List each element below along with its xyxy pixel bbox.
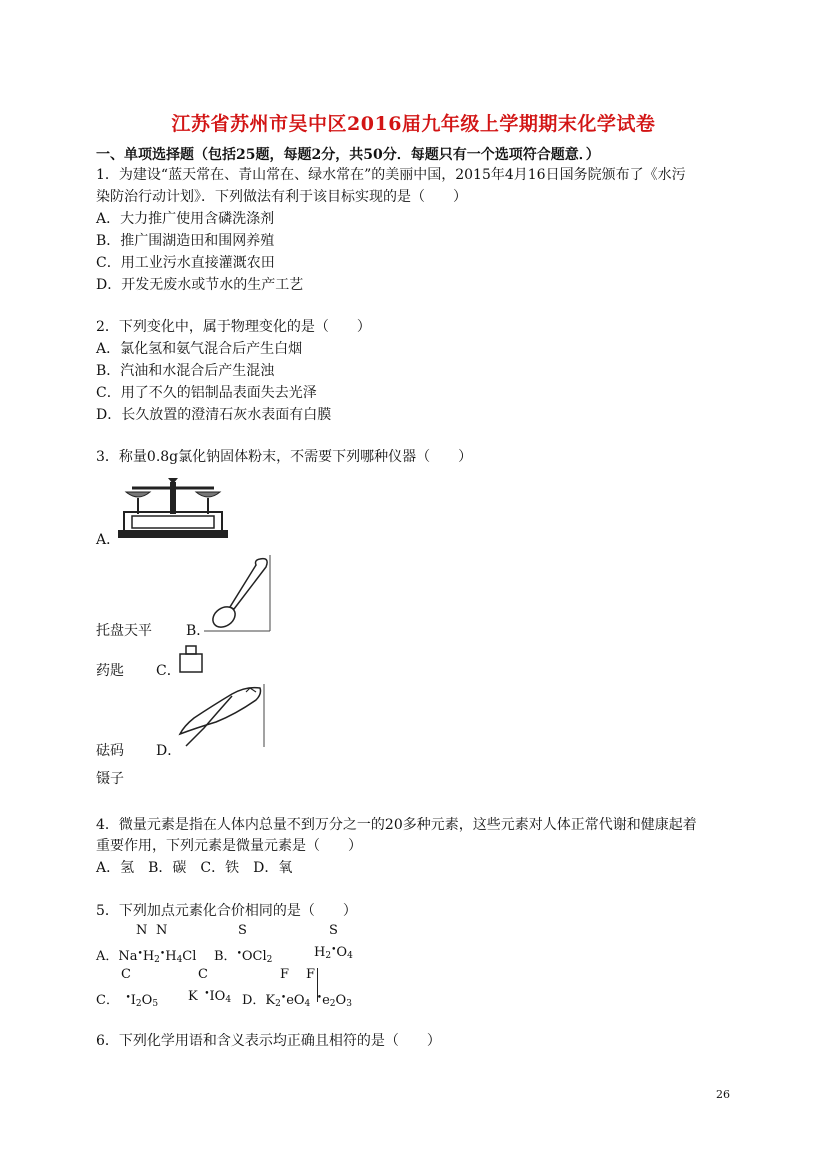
- option-b: B．推广围湖造田和围网养殖: [96, 233, 275, 249]
- option-a: A．: [96, 532, 121, 548]
- dotted-element-label: C: [198, 967, 208, 982]
- question-stem: 重要作用，下列元素是微量元素是（ ）: [96, 838, 362, 854]
- question-stem: 5．下列加点元素化合价相同的是（ ）: [96, 903, 357, 919]
- option-d-label: 镊子: [96, 771, 124, 787]
- option-c: C．: [156, 663, 181, 679]
- option-d: D．: [156, 743, 182, 759]
- option-d: D．$K_2^•eO_4$ $^•e_2O_3$: [242, 993, 352, 1009]
- option-d: D．开发无废水或节水的生产工艺: [96, 277, 304, 293]
- option-c-label: 砝码: [96, 743, 124, 759]
- dotted-element-label: C: [121, 967, 131, 982]
- question-stem: 染防治行动计划》．下列做法有利于该目标实现的是（ ）: [96, 189, 467, 205]
- tweezers-icon: [176, 684, 266, 749]
- weight-icon: [178, 646, 204, 674]
- option-d: D．长久放置的澄清石灰水表面有白膜: [96, 407, 332, 423]
- page-title: 江苏省苏州市吴中区2016届九年级上学期期末化学试卷: [171, 113, 656, 135]
- page-number: 26: [716, 1088, 730, 1101]
- question-stem: 1．为建设“蓝天常在、青山常在、绿水常在”的美丽中国，2015年4月16日国务院颁布了《水污: [96, 167, 686, 183]
- options-row: A．氢 B．碳 C．铁 D．氧: [96, 860, 293, 876]
- option-a-label: 托盘天平: [96, 623, 152, 639]
- option-b: B．•OCl$_2$: [214, 949, 273, 965]
- option-c-formula2: K $^•IO_4$: [188, 989, 232, 1005]
- dotted-element-label: S: [238, 923, 247, 938]
- option-b-label: 药匙: [96, 663, 124, 679]
- dotted-element-label: N: [156, 923, 168, 938]
- spoon-icon: [204, 555, 274, 633]
- option-a: A．$Na^•H_2^•H_4Cl$: [96, 949, 197, 965]
- option-c: C．用工业污水直接灌溉农田: [96, 255, 275, 271]
- option-b-formula2: $H_2^•O_4$: [314, 945, 353, 961]
- section-heading: 一、单项选择题（包括25题，每题2分，共50分．每题只有一个选项符合题意．）: [96, 147, 600, 163]
- option-a: A．大力推广使用含磷洗涤剂: [96, 211, 275, 227]
- option-b: B．汽油和水混合后产生混浊: [96, 363, 275, 379]
- dotted-element-label: S: [329, 923, 338, 938]
- question-stem: 4．微量元素是指在人体内总量不到万分之一的20多种元素，这些元素对人体正常代谢和健康起着: [96, 817, 697, 833]
- option-c: C． $^•I_2O_5$: [96, 993, 159, 1009]
- dotted-element-label: F: [280, 967, 290, 982]
- option-c: C．用了不久的铝制品表面失去光泽: [96, 385, 317, 401]
- dotted-element-label: F: [306, 967, 316, 982]
- question-stem: 3．称量0.8g氯化钠固体粉末，不需要下列哪种仪器（ ）: [96, 449, 473, 465]
- option-a: A．氯化氢和氨气混合后产生白烟: [96, 341, 303, 357]
- option-b: B．: [186, 623, 211, 639]
- question-stem: 2．下列变化中，属于物理变化的是（ ）: [96, 319, 371, 335]
- balance-icon: [118, 478, 228, 540]
- dotted-element-label: N: [136, 923, 148, 938]
- question-stem: 6．下列化学用语和含义表示均正确且相符的是（ ）: [96, 1033, 441, 1049]
